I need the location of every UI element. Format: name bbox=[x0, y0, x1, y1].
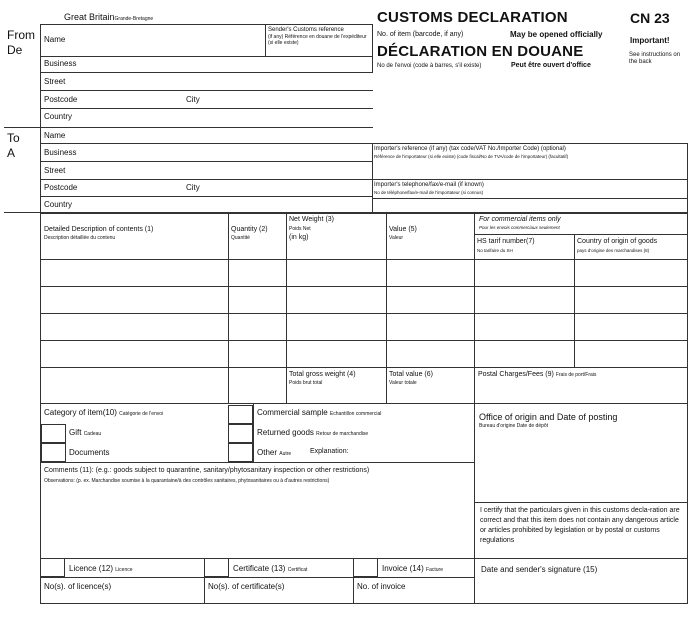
item-4-description[interactable] bbox=[41, 341, 228, 367]
form-title-fr: DÉCLARATION EN DOUANE bbox=[377, 43, 584, 60]
commercial-sample-label: Commercial sample Echantillon commercial bbox=[257, 408, 382, 417]
from-label: From bbox=[7, 28, 35, 42]
total-value-label-fr: Valeur totale bbox=[389, 380, 417, 386]
comments-label-fr: Observations: (p. ex. Marchandise soumise à la quarantaine/à des contrôles sanitaires, phytosanitaires ou à d'autres restrictions) bbox=[44, 478, 330, 484]
from-label-fr: De bbox=[7, 43, 23, 57]
instructions-note: See instructions on the back bbox=[629, 52, 681, 65]
description-header: Detailed Description of contents (1) bbox=[44, 226, 154, 233]
item-number-label: No. of item (barcode, if any) bbox=[377, 31, 464, 38]
from-postcode-field[interactable]: Postcode bbox=[44, 95, 78, 104]
country-label: Great BritainGrande-Bretagne bbox=[64, 12, 154, 22]
invoice-number-field[interactable]: No. of invoice bbox=[357, 582, 406, 591]
item-3-description[interactable] bbox=[41, 314, 228, 340]
opened-officially-label-fr: Peut être ouvert d'office bbox=[511, 62, 591, 69]
documents-label: Documents bbox=[69, 448, 110, 457]
commercial-only-header: For commercial items only bbox=[479, 216, 561, 223]
invoice-label: Invoice (14) Facture bbox=[382, 564, 443, 573]
certificate-label: Certificate (13) Certificat bbox=[233, 564, 308, 573]
item-1-description[interactable] bbox=[41, 260, 228, 286]
importer-reference-label: Importer's reference (if any) (tax code/VAT No./Importer Code) (optional) bbox=[374, 146, 566, 152]
net-weight-header-fr: Poids Net bbox=[289, 226, 311, 232]
form-code: CN 23 bbox=[630, 10, 670, 26]
to-name-field[interactable]: Name bbox=[44, 131, 66, 140]
from-country-field[interactable]: Country bbox=[44, 112, 73, 121]
to-street-field[interactable]: Street bbox=[44, 166, 66, 175]
sender-reference-label: Sender's Customs reference (if any) Référence en douane de l'expéditeur (si elle existe) bbox=[268, 27, 367, 46]
total-weight-label: Total gross weight (4) bbox=[289, 371, 356, 378]
comments-label: Comments (11): (e.g.: goods subject to quarantine, sanitary/phytosanitary inspection or other restrictions) bbox=[44, 467, 370, 474]
description-header-fr: Description détaillée du contenu bbox=[44, 235, 116, 241]
net-weight-header: Net Weight (3) bbox=[289, 216, 334, 223]
form-title: CUSTOMS DECLARATION bbox=[377, 9, 568, 26]
important-note: Important! bbox=[630, 36, 670, 45]
quantity-header-fr: Quantité bbox=[231, 235, 250, 241]
hs-tariff-header: HS tarif number(7) bbox=[477, 238, 535, 245]
origin-header: Country of origin of goods bbox=[577, 238, 658, 245]
office-of-origin-label: Office of origin and Date of posting bbox=[479, 412, 618, 422]
origin-header-fr: pays d'origine des marchandises (8) bbox=[577, 248, 650, 253]
hs-tariff-header-fr: No tarifaire du SH bbox=[477, 248, 513, 253]
documents-checkbox[interactable] bbox=[41, 443, 66, 462]
to-country-field[interactable]: Country bbox=[44, 200, 73, 209]
from-city-field[interactable]: City bbox=[186, 95, 200, 104]
certification-statement: I certify that the particulars given in this customs decla-ration are correct and that this item does not contain any dangerous article or articles prohibited by legislation or by postal or customs regulations bbox=[480, 507, 680, 544]
certificate-checkbox[interactable] bbox=[204, 558, 229, 577]
item-number-label-fr: No de l'envoi (code à barres, s'il existe) bbox=[377, 63, 482, 69]
to-business-field[interactable]: Business bbox=[44, 148, 77, 157]
certificate-number-field[interactable]: No(s). of certificate(s) bbox=[208, 582, 285, 591]
value-header-fr: Valeur bbox=[389, 235, 404, 241]
total-value-label: Total value (6) bbox=[389, 371, 433, 378]
explanation-label: Explanation: bbox=[310, 448, 349, 455]
from-business-field[interactable]: Business bbox=[44, 59, 77, 68]
from-street-field[interactable]: Street bbox=[44, 77, 66, 86]
licence-number-field[interactable]: No(s). of licence(s) bbox=[44, 582, 112, 591]
office-of-origin-label-fr: Bureau d'origine Date de dépôt bbox=[479, 423, 549, 429]
category-label: Category of item(10) Catégorie de l'envoi bbox=[44, 408, 164, 417]
returned-goods-label: Returned goods Retour de marchandise bbox=[257, 428, 369, 437]
to-postcode-field[interactable]: Postcode bbox=[44, 183, 78, 192]
postal-charges-label: Postal Charges/Fees (9) Frais de port/Frais bbox=[478, 371, 597, 378]
importer-telephone-label: Importer's telephone/fax/e-mail (if known) bbox=[374, 182, 484, 188]
to-label-fr: A bbox=[7, 146, 16, 160]
quantity-header: Quantity (2) bbox=[231, 226, 268, 233]
other-label: Other Autre bbox=[257, 448, 292, 457]
signature-label: Date and sender's signature (15) bbox=[481, 565, 598, 574]
gift-label: Gift Cadeau bbox=[69, 428, 102, 437]
licence-checkbox[interactable] bbox=[40, 558, 65, 577]
commercial-sample-checkbox[interactable] bbox=[228, 405, 253, 424]
gift-checkbox[interactable] bbox=[41, 424, 66, 443]
returned-goods-checkbox[interactable] bbox=[228, 424, 253, 443]
comments-field[interactable] bbox=[41, 492, 473, 557]
other-checkbox[interactable] bbox=[228, 443, 253, 462]
licence-label: Licence (12) Licence bbox=[69, 564, 133, 573]
importer-reference-label-fr: Référence de l'importateur (si elle existe) (code fiscal/No de TVA/code de l'importateur) (facultatif) bbox=[374, 154, 569, 159]
to-city-field[interactable]: City bbox=[186, 183, 200, 192]
net-weight-unit: (in kg) bbox=[289, 234, 309, 241]
opened-officially-label: May be opened officially bbox=[510, 30, 603, 39]
invoice-checkbox[interactable] bbox=[353, 558, 378, 577]
total-weight-label-fr: Poids brut total bbox=[289, 380, 323, 386]
to-label: To bbox=[7, 131, 20, 145]
importer-telephone-label-fr: No de téléphone/fax/e-mail de l'importateur (si connus) bbox=[374, 190, 484, 195]
commercial-only-header-fr: Pour les envois commerciaux seulement bbox=[479, 225, 560, 230]
value-header: Value (5) bbox=[389, 226, 417, 233]
from-name-field[interactable]: Name bbox=[44, 35, 66, 44]
item-2-description[interactable] bbox=[41, 287, 228, 313]
